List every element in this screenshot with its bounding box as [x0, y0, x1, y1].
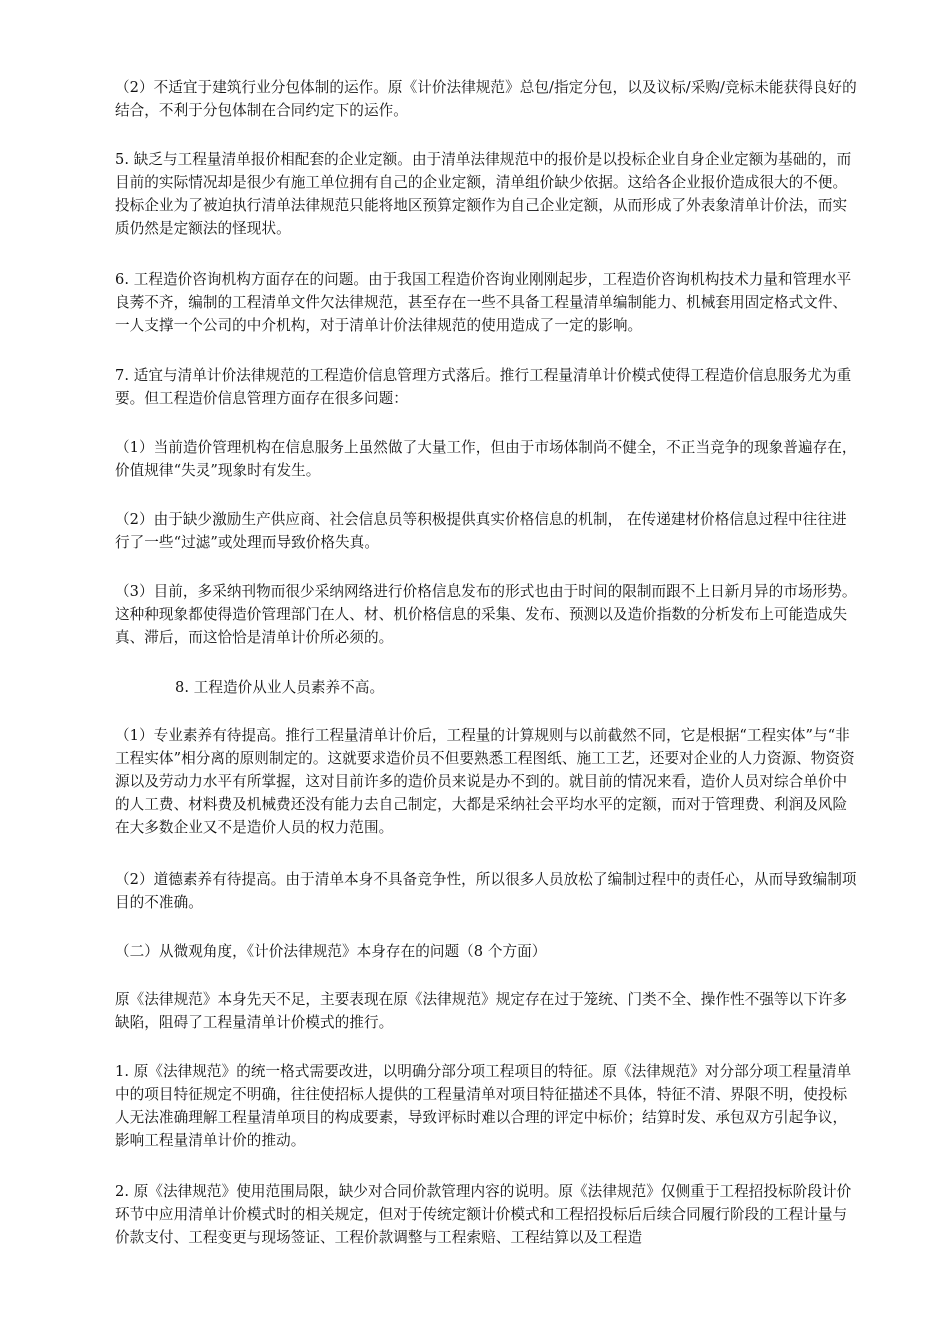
paragraph-7-item-2: （2）由于缺少激励生产供应商、社会信息员等积极提供真实价格信息的机制， 在传递建材价格信息过程中往往进行了一些“过滤”或处理而导致价格失真。 — [115, 511, 847, 551]
paragraph-8-item-2: （2）道德素养有待提高。由于清单本身不具备竞争性，所以很多人员放松了编制过程中的责任心，从而导致编制项目的不准确。 — [115, 871, 857, 911]
paragraph-7-item-1: （1）当前造价管理机构在信息服务上虽然做了大量工作，但由于市场体制尚不健全，不正当竞争的现象普遍存在，价值规律“失灵”现象时有发生。 — [115, 439, 857, 479]
paragraph-7-info-management: 7. 适宜与清单计价法律规范的工程造价信息管理方式落后。推行工程量清单计价模式使得工程造价信息服务尤为重要。但工程造价信息管理方面存在很多问题： — [115, 367, 852, 407]
paragraph-2-scope-limited: 2. 原《法律规范》使用范围局限，缺少对合同价款管理内容的说明。原《法律规范》仅侧重于工程招投标阶段计价环节中应用清单计价模式时的相关规定，但对于传统定额计价模式和工程招投标后后续合同履行阶段的工程计量与价款支付、工程变更与现场签证、工程价款调整与工程索赔、工程结算以及工程造 — [115, 1183, 852, 1246]
paragraph-8-heading: 8. 工程造价从业人员素养不高。 — [175, 679, 385, 696]
paragraph-original-standard: 原《法律规范》本身先天不足，主要表现在原《法律规范》规定存在过于笼统、门类不全、操作性不强等以下许多缺陷，阻碍了工程量清单计价模式的推行。 — [115, 991, 848, 1031]
paragraph-8-item-1: （1）专业素养有待提高。推行工程量清单计价后，工程量的计算规则与以前截然不同，它是根据“工程实体”与“非工程实体”相分离的原则制定的。这就要求造价员不但要熟悉工程图纸、施工工艺，还要对企业的人力资源、物资资源以及劳动力水平有所掌握，这对目前许多的造价员来说是办不到的。就目前的情况来看，造价人员对综合单价中的人工费、材料费及机械费还没有能力去自己制定，大都是采纳社会平均水平的定额，而对于管理费、利润及风险在大多数企业又不是造价人员的权力范围。 — [115, 727, 855, 836]
paragraph-5-enterprise-quota: 5. 缺乏与工程量清单报价相配套的企业定额。由于清单法律规范中的报价是以投标企业自身企业定额为基础的，而目前的实际情况却是很少有施工单位拥有自己的企业定额，清单组价缺少依据。这给各企业报价造成很大的不便。投标企业为了被迫执行清单法律规范只能将地区预算定额作为自己企业定额，从而形成了外表象清单计价法，而实质仍然是定额法的怪现状。 — [115, 151, 852, 237]
paragraph-7-item-3: （3）目前，多采纳刊物而很少采纳网络进行价格信息发布的形式也由于时间的限制而跟不上日新月异的市场形势。这种种现象都使得造价管理部门在人、材、机价格信息的采集、发布、预测以及造价指数的分析发布上可能造成失真、滞后，而这恰恰是清单计价所必须的。 — [115, 583, 857, 646]
paragraph-1-uniform-format: 1. 原《法律规范》的统一格式需要改进，以明确分部分项工程项目的特征。原《法律规范》对分部分项工程量清单中的项目特征规定不明确，往往使招标人提供的工程量清单对项目特征描述不具体，特征不清、界限不明，使投标人无法准确理解工程量清单项目的构成要素，导致评标时难以合理的评定中标价；结算时发、承包双方引起争议，影响工程量清单计价的推动。 — [115, 1063, 852, 1149]
paragraph-sub2-subcontract: （2）不适宜于建筑行业分包体制的运作。原《计价法律规范》总包/指定分包，以及议标/采购/竞标未能获得良好的结合，不利于分包体制在合同约定下的运作。 — [115, 79, 857, 119]
paragraph-6-consulting-agency: 6. 工程造价咨询机构方面存在的问题。由于我国工程造价咨询业刚刚起步，工程造价咨询机构技术力量和管理水平良莠不齐，编制的工程清单文件欠法律规范，甚至存在一些不具备工程量清单编制能力、机械套用固定格式文件、一人支撑一个公司的中介机构，对于清单计价法律规范的使用造成了一定的影响。 — [115, 271, 852, 334]
section-heading-micro: （二）从微观角度，《计价法律规范》本身存在的问题（8 个方面） — [115, 943, 547, 960]
